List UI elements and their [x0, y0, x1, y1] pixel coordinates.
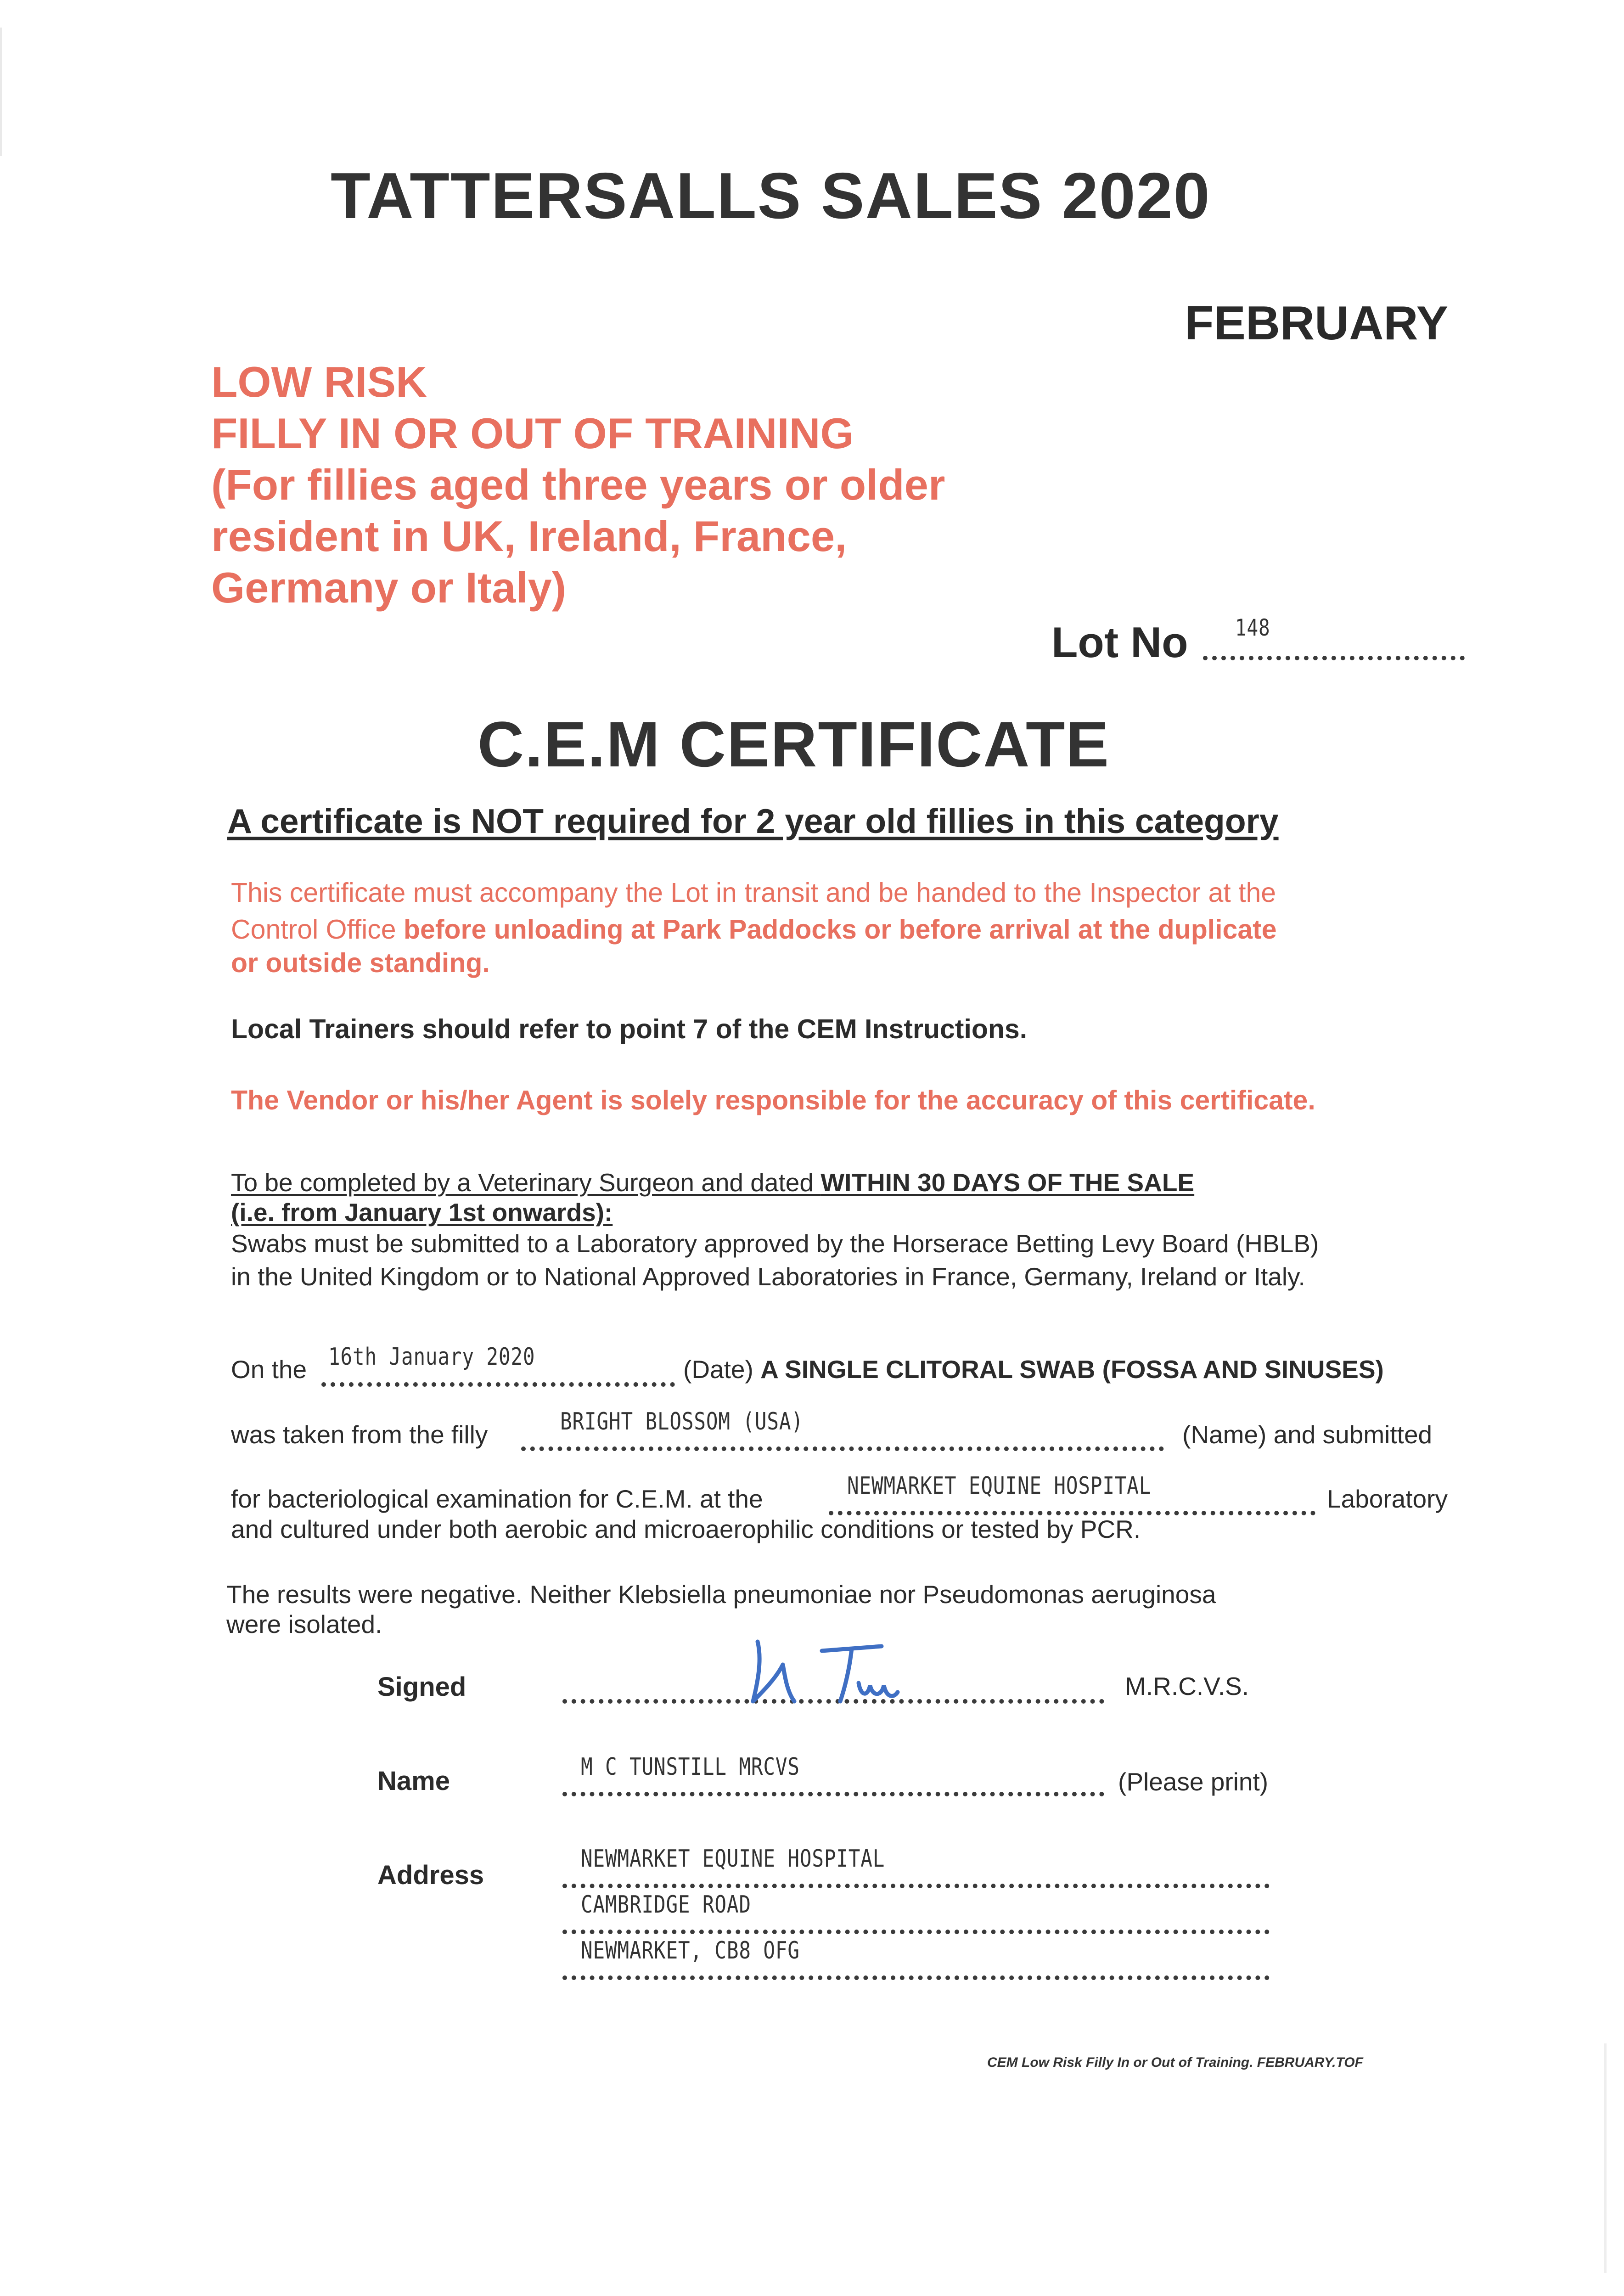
vet-heading-text: To be completed by a Veterinary Surgeon and dated: [231, 1168, 821, 1197]
vet-signature[interactable]: [744, 1632, 937, 1715]
lot-number-dotted-line: [1203, 656, 1465, 660]
local-trainers-note: Local Trainers should refer to point 7 of the CEM Instructions.: [231, 1014, 1028, 1044]
results-line-2: were isolated.: [226, 1610, 382, 1638]
transit-instruction-line-3: or outside standing.: [231, 948, 490, 978]
category-line-3: (For fillies aged three years or older: [211, 461, 945, 509]
swabs-instruction-line-2: in the United Kingdom or to National Approved Laboratories in France, Germany, Ireland or Italy.: [231, 1262, 1305, 1291]
vet-name-value[interactable]: M C TUNSTILL MRCVS: [581, 1753, 800, 1781]
not-required-notice: A certificate is NOT required for 2 year old fillies in this category: [227, 802, 1279, 840]
category-line-2: FILLY IN OR OUT OF TRAINING: [211, 409, 854, 457]
taken-from-filly-label: was taken from the filly: [231, 1420, 488, 1449]
category-line-4: resident in UK, Ireland, France,: [211, 512, 847, 560]
date-dotted-line: [321, 1382, 675, 1387]
footer-document-reference: CEM Low Risk Filly In or Out of Training. FEBRUARY.TOF: [987, 2055, 1363, 2070]
filly-name-suffix: (Name) and submitted: [1182, 1420, 1433, 1449]
signed-label: Signed: [377, 1672, 466, 1702]
swabs-instruction-line-1: Swabs must be submitted to a Laboratory approved by the Horserace Betting Levy Board (HBLB): [231, 1229, 1319, 1258]
address-label: Address: [377, 1860, 484, 1890]
vet-section-heading: [231, 1168, 1194, 1197]
examination-label: for bacteriological examination for C.E.M. at the: [231, 1485, 763, 1513]
results-line-1: The results were negative. Neither Klebsiella pneumoniae nor Pseudomonas aeruginosa: [226, 1580, 1216, 1609]
on-the-label: On the: [231, 1355, 307, 1384]
transit-instruction-line-2: [231, 914, 1277, 945]
laboratory-value[interactable]: NEWMARKET EQUINE HOSPITAL: [847, 1472, 1152, 1500]
date-suffix: [683, 1355, 1384, 1384]
vet-section-date-range: (i.e. from January 1st onwards):: [231, 1198, 613, 1227]
sale-month: FEBRUARY: [1185, 297, 1448, 350]
address-dotted-line-3: [562, 1975, 1270, 1980]
address-line-3[interactable]: NEWMARKET, CB8 OFG: [581, 1937, 800, 1964]
name-label: Name: [377, 1766, 450, 1796]
scan-edge-right: [1604, 2043, 1607, 2273]
certificate-title: C.E.M CERTIFICATE: [478, 708, 1110, 780]
scan-edge-left: [0, 28, 2, 156]
lot-number-value[interactable]: 148: [1235, 614, 1270, 641]
laboratory-suffix: Laboratory: [1327, 1485, 1448, 1513]
transit-instruction-control-office: Control Office: [231, 914, 404, 945]
name-dotted-line: [562, 1792, 1104, 1796]
swab-type: A SINGLE CLITORAL SWAB (FOSSA AND SINUSES): [760, 1355, 1384, 1384]
mrcvs-suffix: M.R.C.V.S.: [1125, 1672, 1249, 1700]
vendor-responsibility-note: The Vendor or his/her Agent is solely responsible for the accuracy of this certificate.: [231, 1085, 1315, 1115]
please-print-note: (Please print): [1118, 1767, 1269, 1796]
address-dotted-line-1: [562, 1884, 1270, 1888]
transit-instruction-line-1: This certificate must accompany the Lot in transit and be handed to the Inspector at the: [231, 878, 1276, 908]
address-dotted-line-2: [562, 1930, 1270, 1934]
filly-name-value[interactable]: BRIGHT BLOSSOM (USA): [560, 1408, 804, 1435]
document-title: TATTERSALLS SALES 2020: [331, 159, 1211, 232]
category-line-1: LOW RISK: [211, 358, 427, 406]
filly-name-dotted-line: [521, 1446, 1164, 1451]
address-line-2[interactable]: CAMBRIDGE ROAD: [581, 1891, 751, 1919]
category-line-5: Germany or Italy): [211, 563, 567, 612]
address-line-1[interactable]: NEWMARKET EQUINE HOSPITAL: [581, 1845, 885, 1873]
date-label: (Date): [683, 1355, 761, 1384]
date-value[interactable]: 16th January 2020: [328, 1343, 535, 1371]
vet-heading-deadline: WITHIN 30 DAYS OF THE SALE: [820, 1168, 1195, 1197]
lot-label: Lot No: [1051, 618, 1188, 666]
transit-instruction-unloading: before unloading at Park Paddocks or before arrival at the duplicate: [404, 914, 1277, 945]
cultured-conditions-line: and cultured under both aerobic and microaerophilic conditions or tested by PCR.: [231, 1515, 1141, 1543]
